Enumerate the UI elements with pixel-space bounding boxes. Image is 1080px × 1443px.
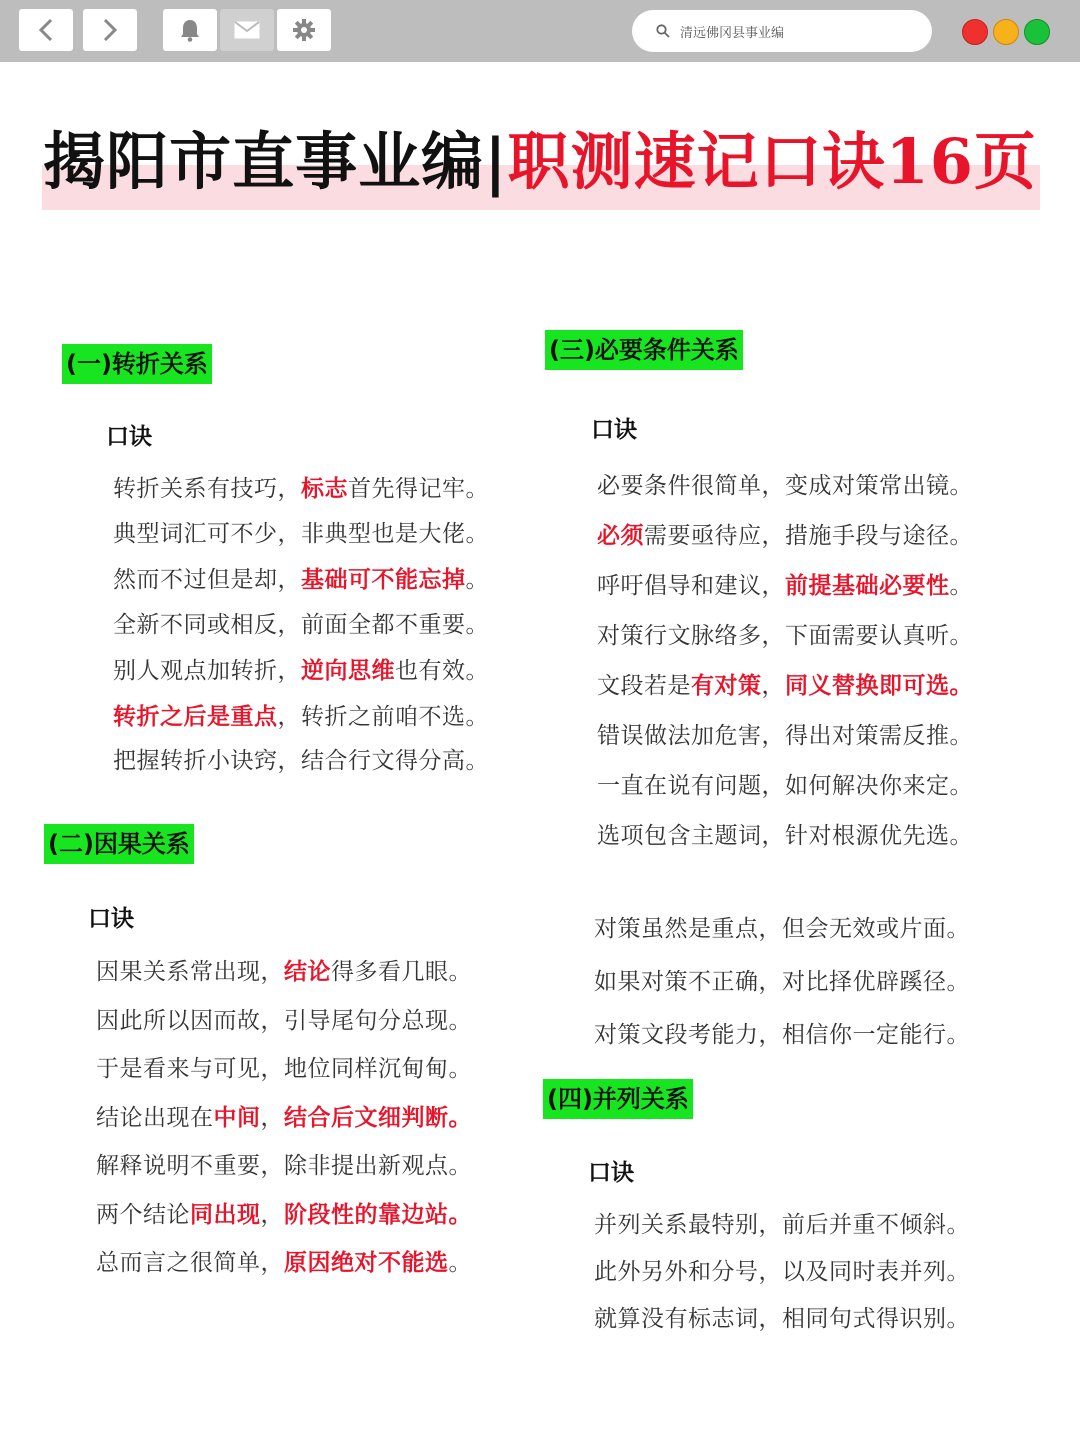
- verse-text: 因此所以因而故，引导尾句分总现。: [96, 1007, 472, 1034]
- verse-line: [96, 1094, 472, 1143]
- back-button[interactable]: [19, 9, 73, 51]
- section-2-koujue: 口诀: [88, 906, 134, 932]
- verse-text: 对策虽然是重点，但会无效或片面。: [594, 916, 970, 942]
- section-3-koujue: 口诀: [591, 417, 637, 443]
- highlight-text: 前提基础必要性: [785, 572, 950, 599]
- search-input[interactable]: 清远佛冈县事业编: [680, 25, 785, 41]
- verse-line: [594, 1296, 970, 1343]
- highlight-text: 中间: [213, 1103, 261, 1131]
- verse-line: [96, 1239, 472, 1288]
- verse-text: 需要亟待应，措施手段与途径。: [644, 523, 973, 549]
- verse-text: ，转折之前咱不选。: [277, 703, 489, 730]
- mail-button[interactable]: [220, 9, 274, 51]
- verse-line: [597, 711, 973, 761]
- verse-line: [96, 1142, 472, 1191]
- title-part-2: 职测速记口诀16页: [507, 125, 1037, 198]
- verse-text: 然而不过但是却，: [113, 567, 301, 593]
- verse-text: 得多看几眼。: [331, 959, 472, 985]
- highlight-text: 结论: [284, 958, 331, 985]
- verse-line: [96, 948, 472, 997]
- verse-line: [597, 811, 973, 861]
- highlight-text: 转折之后是重点: [113, 702, 278, 730]
- verse-line: [597, 761, 973, 811]
- section-4-lines: [594, 1202, 970, 1343]
- verse-line: [113, 694, 489, 740]
- chevron-left-icon: [36, 17, 56, 43]
- verse-line: [113, 512, 489, 558]
- verse-line: [113, 603, 489, 649]
- highlight-text: 同义替换即可选。: [785, 672, 973, 699]
- verse-line: [597, 461, 973, 511]
- close-window-button[interactable]: [962, 19, 988, 45]
- search-bar[interactable]: [632, 10, 932, 52]
- page-title: [0, 122, 1080, 202]
- section-4-koujue: 口诀: [588, 1160, 634, 1186]
- section-2-lines: [96, 948, 472, 1288]
- title-part-1: 揭阳市直事业编|: [43, 125, 508, 198]
- maximize-window-button[interactable]: [1024, 19, 1050, 45]
- highlight-text: 逆向思维: [301, 657, 395, 684]
- verse-line: [96, 1191, 472, 1240]
- verse-text: 解释说明不重要，除非提出新观点。: [96, 1153, 472, 1179]
- verse-text: 结论出现在: [96, 1104, 214, 1131]
- verse-text: 把握转折小诀窍，结合行文得分高。: [113, 748, 489, 774]
- forward-button[interactable]: [83, 9, 137, 51]
- highlight-text: 阶段性的靠边站。: [284, 1200, 472, 1228]
- verse-line: [594, 903, 970, 956]
- verse-text: 转折关系有技巧，: [113, 476, 301, 502]
- verse-text: 。: [465, 567, 489, 593]
- browser-toolbar: [0, 0, 1080, 62]
- gear-icon: [292, 18, 316, 42]
- section-3-heading: (三)必要条件关系: [545, 330, 743, 370]
- verse-line: [113, 557, 489, 603]
- highlight-text: 有对策: [691, 672, 762, 699]
- verse-text: 对策文段考能力，相信你一定能行。: [594, 1022, 970, 1048]
- verse-line: [594, 1009, 970, 1062]
- verse-line: [96, 997, 472, 1046]
- notifications-button[interactable]: [163, 9, 217, 51]
- verse-line: [597, 511, 973, 561]
- verse-text: 两个结论: [96, 1201, 190, 1228]
- section-1-koujue: 口诀: [106, 424, 152, 450]
- verse-line: [594, 956, 970, 1009]
- verse-text: 文段若是: [597, 673, 691, 699]
- mail-icon: [234, 21, 260, 39]
- verse-text: 于是看来与可见，地位同样沉甸甸。: [96, 1056, 472, 1082]
- highlight-text: 原因绝对不能选: [284, 1249, 449, 1276]
- highlight-text: 必须: [597, 522, 644, 549]
- highlight-text: 标志: [301, 475, 348, 502]
- verse-text: 就算没有标志词，相同句式得识别。: [594, 1306, 970, 1332]
- verse-text: ，: [260, 1201, 284, 1228]
- verse-text: 一直在说有问题，如何解决你来定。: [597, 773, 973, 799]
- verse-line: [597, 561, 973, 611]
- verse-line: [597, 611, 973, 661]
- verse-line: [113, 466, 489, 512]
- verse-line: [594, 1249, 970, 1296]
- verse-text: 首先得记牢。: [348, 476, 489, 502]
- verse-text: ，: [260, 1104, 284, 1131]
- minimize-window-button[interactable]: [993, 19, 1019, 45]
- section-1-heading: (一)转折关系: [62, 344, 212, 384]
- bell-icon: [179, 18, 201, 42]
- verse-line: [113, 739, 489, 785]
- verse-text: 错误做法加危害，得出对策需反推。: [597, 723, 973, 749]
- verse-text: 别人观点加转折，: [113, 658, 301, 684]
- verse-text: 。: [448, 1250, 472, 1276]
- verse-text: 必要条件很简单，变成对策常出镜。: [597, 473, 973, 499]
- verse-text: 总而言之很简单，: [96, 1250, 284, 1276]
- verse-text: 如果对策不正确，对比择优辟蹊径。: [594, 969, 970, 995]
- verse-text: 选项包含主题词，针对根源优先选。: [597, 823, 973, 849]
- verse-text: 全新不同或相反，前面全都不重要。: [113, 611, 489, 638]
- verse-line: [594, 1202, 970, 1249]
- verse-text: 并列关系最特别，前后并重不倾斜。: [594, 1212, 970, 1238]
- highlight-text: 基础可不能忘掉: [301, 566, 466, 593]
- search-icon: [656, 24, 670, 38]
- settings-button[interactable]: [277, 9, 331, 51]
- section-4-heading: (四)并列关系: [543, 1079, 693, 1119]
- highlight-text: 结合后文细判断。: [284, 1103, 472, 1131]
- highlight-text: 同出现: [190, 1200, 261, 1228]
- verse-text: 典型词汇可不少，非典型也是大佬。: [113, 520, 489, 547]
- verse-text: 此外另外和分号，以及同时表并列。: [594, 1259, 970, 1285]
- section-1-lines: [113, 466, 489, 785]
- section-3-lines-b: [594, 903, 970, 1062]
- verse-text: 呼吁倡导和建议，: [597, 573, 785, 599]
- verse-line: [597, 661, 973, 711]
- verse-text: 对策行文脉络多，下面需要认真听。: [597, 623, 973, 649]
- verse-text: 也有效。: [395, 658, 489, 684]
- verse-text: 因果关系常出现，: [96, 959, 284, 985]
- verse-text: ，: [761, 673, 785, 699]
- verse-line: [113, 648, 489, 694]
- verse-line: [96, 1045, 472, 1094]
- section-3-lines: [597, 461, 973, 861]
- chevron-right-icon: [100, 17, 120, 43]
- section-2-heading: (二)因果关系: [44, 824, 194, 864]
- verse-text: 。: [949, 573, 973, 599]
